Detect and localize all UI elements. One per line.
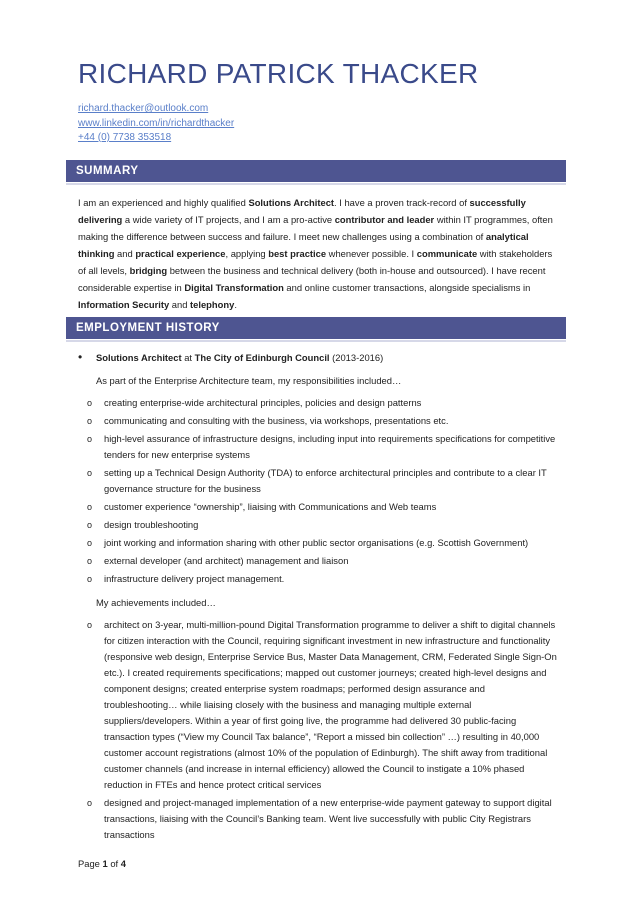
- achievements-intro: My achievements included…: [96, 597, 216, 608]
- list-item: o infrastructure delivery project management.: [78, 571, 558, 587]
- email-link[interactable]: richard.thacker@outlook.com: [78, 103, 209, 114]
- list-item: o external developer (and architect) management and liaison: [78, 553, 558, 569]
- contact-block: [78, 102, 234, 146]
- page-total: 4: [120, 858, 126, 869]
- list-item: o creating enterprise-wide architectural principles, policies and design patterns: [78, 395, 558, 411]
- page-number: 1: [102, 858, 108, 869]
- phone-link[interactable]: +44 (0) 7738 353518: [78, 132, 172, 143]
- job-entry: [78, 352, 558, 845]
- page-footer: Page 1 of 4: [78, 858, 126, 869]
- responsibilities-list: [78, 395, 558, 587]
- list-item: o joint working and information sharing with other public sector organisations (e.g. Scottish Government): [78, 535, 558, 551]
- job-employer: The City of Edinburgh Council: [194, 352, 330, 363]
- summary-paragraph: I am an experienced and highly qualified Solutions Architect. I have a proven track-record of successfully delivering a wide variety of IT projects, and I am a pro-active contributor and leader within IT programmes, often making the difference between success and failure. I meet new challenges using a combination of analytical thinking and practical experience, applying best practice whenever possible. I communicate with stakeholders of all levels, bridging between the business and technical delivery (both in-house and outsourced). I have recent considerable expertise in Digital Transformation and online customer transactions, alongside specialisms in Information Security and telephony.: [78, 197, 553, 310]
- section-header-summary: SUMMARY: [66, 160, 566, 182]
- list-item: o architect on 3-year, multi-million-pound Digital Transformation programme to deliver a shift to digital channels for citizen interaction with the Council, requiring significant investment in new infrastructure and functionality (responsive web design, Enterprise Service Bus, Master Data Management, CRM, Federated Single Sign-On etc.). I created requirements specifications; mapped out customer journeys; created high-level designs and component designs; created enterprise system roadmaps; performed design assurance and troubleshooting… while liaising closely with the business and managing multiple external suppliers/developers. Within a year of first going live, the programme had delivered 30 public-facing transaction types (“View my Council Tax balance”, “Report a missed bin collection” …) resulting in 40,000 customer account registrations (almost 10% of the population of Edinburgh). The shift away from traditional customer channels (and increase in internal efficiency) allowed the Council to instigate a 10% phased reduction in FTEs and hence protect critical services: [78, 617, 558, 793]
- job-title: Solutions Architect: [96, 352, 182, 363]
- job-heading: • Solutions Architect at The City of Edinburgh Council (2013-2016): [78, 352, 558, 363]
- linkedin-link[interactable]: www.linkedin.com/in/richardthacker: [78, 117, 235, 129]
- list-item: o setting up a Technical Design Authority (TDA) to enforce architectural principles and contribute to a clear IT governance structure for the business: [78, 465, 558, 497]
- candidate-name: RICHARD PATRICK THACKER: [78, 58, 479, 89]
- achievements-list: [78, 617, 558, 843]
- list-item: o design troubleshooting: [78, 517, 558, 533]
- list-item: o designed and project-managed implementation of a new enterprise-wide payment gateway to support digital transactions, liaising with the Council’s Banking team. Went live successfully with public City Registrars transactions: [78, 795, 558, 843]
- job-dates: (2013-2016): [329, 352, 384, 363]
- list-item: o communicating and consulting with the business, via workshops, presentations etc.: [78, 413, 558, 429]
- list-item: o high-level assurance of infrastructure designs, including input into requirements specifications for competitive tenders for new enterprise systems: [78, 431, 558, 463]
- list-item: o customer experience “ownership”, liaising with Communications and Web teams: [78, 499, 558, 515]
- responsibilities-intro: As part of the Enterprise Architecture team, my responsibilities included…: [96, 375, 402, 386]
- section-header-employment: EMPLOYMENT HISTORY: [66, 317, 566, 339]
